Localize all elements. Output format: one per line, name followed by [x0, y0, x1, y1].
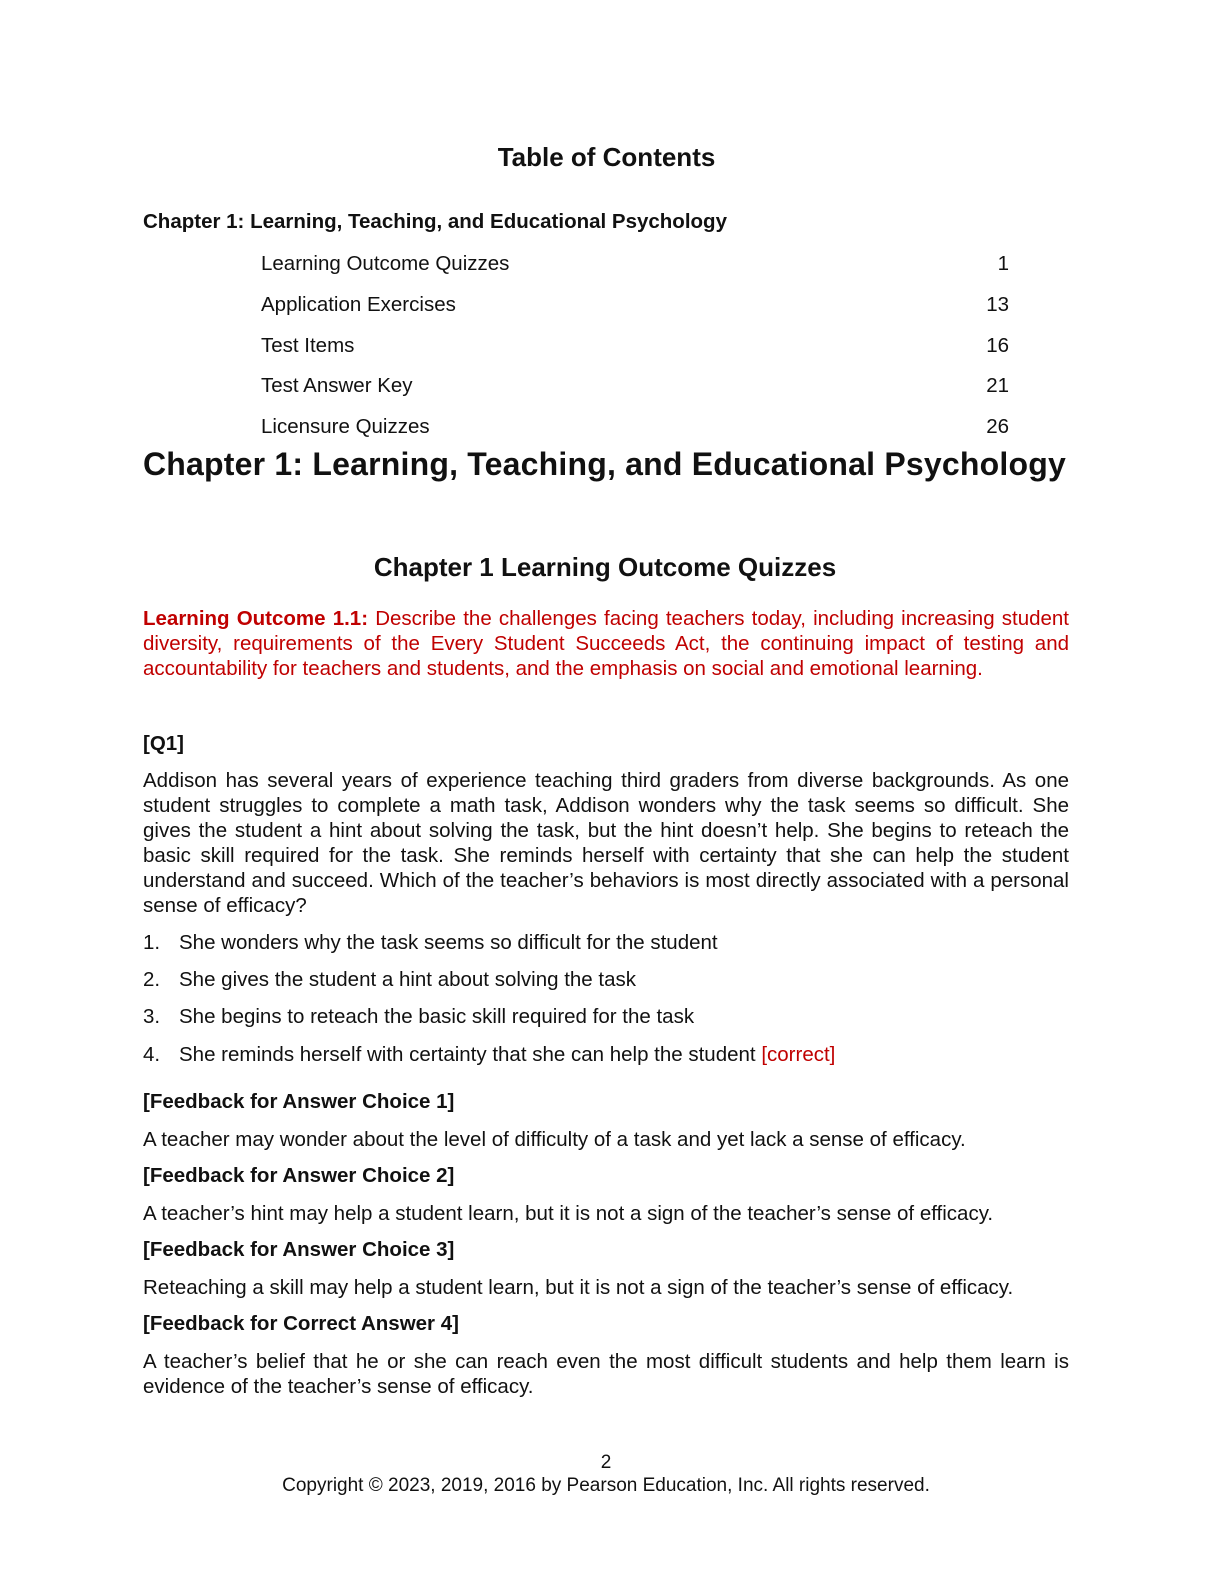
toc-entry-label: Test Items: [261, 333, 355, 357]
correct-tag: [correct]: [761, 1042, 836, 1066]
answer-choice[interactable]: [143, 1004, 1069, 1041]
choice-number: 3.: [143, 1005, 161, 1029]
toc-entry[interactable]: [261, 250, 1009, 291]
toc-title: Table of Contents: [497, 142, 716, 172]
choice-text-main: She reminds herself with certainty that she can help the student: [179, 1042, 756, 1066]
toc-entry-page: 13: [986, 292, 1009, 316]
feedback-text-2: A teacher’s hint may help a student learn, but it is not a sign of the teacher’s sense of efficacy.: [143, 1202, 994, 1225]
toc-entry[interactable]: [261, 291, 1009, 332]
toc-entry-page: 16: [986, 333, 1009, 357]
question-stem: Addison has several years of experience teaching third graders from diverse backgrounds. As one student struggles to complete a math task, Addison wonders why the task seems so difficult. She gives the student a hint about solving the task, but the hint doesn’t help. She begins to reteach the basic skill required for the task. She reminds herself with certainty that she can help the student understand and succeed. Which of the teacher’s behaviors is most directly associated with a personal sense of efficacy?: [143, 769, 1069, 917]
choice-number: 1.: [143, 931, 161, 954]
choice-text: She begins to reteach the basic skill required for the task: [179, 1005, 695, 1029]
learning-outcome-label: Learning Outcome 1.1:: [143, 607, 369, 630]
feedback-text-1: A teacher may wonder about the level of difficulty of a task and yet lack a sense of efficacy.: [143, 1128, 966, 1151]
choice-text: [179, 1042, 835, 1079]
toc-entry-page: 1: [997, 252, 1009, 275]
feedback-heading-4: [Feedback for Correct Answer 4]: [143, 1312, 459, 1335]
toc-entry[interactable]: [261, 372, 1009, 413]
feedback-heading-1: [Feedback for Answer Choice 1]: [143, 1090, 455, 1113]
toc-chapter-title: Chapter 1: Learning, Teaching, and Educational Psychology: [143, 210, 727, 233]
choice-number: 4.: [143, 1042, 161, 1066]
answer-choice[interactable]: [143, 967, 1069, 1004]
feedback-heading-2: [Feedback for Answer Choice 2]: [143, 1164, 455, 1187]
toc-entry-label: Learning Outcome Quizzes: [261, 252, 510, 275]
answer-choices: [143, 930, 1069, 1079]
copyright-notice: Copyright © 2023, 2019, 2016 by Pearson Education, Inc. All rights reserved.: [282, 1475, 930, 1496]
toc-entry-label: Test Answer Key: [261, 374, 413, 398]
learning-outcome: [143, 606, 1069, 681]
toc-entry[interactable]: [261, 332, 1009, 373]
choice-text: She gives the student a hint about solving the task: [179, 968, 636, 992]
toc-entry-label: Application Exercises: [261, 292, 456, 316]
feedback-text-4: A teacher’s belief that he or she can reach even the most difficult students and help them learn is evidence of the teacher’s sense of efficacy.: [143, 1350, 1069, 1398]
answer-choice[interactable]: [143, 1042, 1069, 1079]
learning-outcome-text: Describe the challenges facing teachers today, including increasing student diversity, requirements of the Every Student Succeeds Act, the continuing impact of testing and accountability for teachers and students, and the emphasis on social and emotional learning.: [143, 607, 1069, 680]
toc-entry-label: Licensure Quizzes: [261, 415, 430, 439]
toc-entry-page: 21: [986, 374, 1009, 398]
choice-text: She wonders why the task seems so difficult for the student: [179, 931, 718, 954]
toc-entry-page: 26: [986, 415, 1009, 439]
feedback-text-3: Reteaching a skill may help a student learn, but it is not a sign of the teacher’s sense of efficacy.: [143, 1276, 1014, 1299]
question-label: [Q1]: [143, 732, 184, 755]
page-number: 2: [600, 1452, 612, 1473]
toc-list: [261, 250, 1009, 454]
choice-number: 2.: [143, 968, 161, 992]
chapter-heading: Chapter 1: Learning, Teaching, and Educational Psychology: [143, 446, 1066, 482]
feedback-heading-3: [Feedback for Answer Choice 3]: [143, 1238, 455, 1261]
section-heading: Chapter 1 Learning Outcome Quizzes: [373, 552, 837, 582]
answer-choice[interactable]: [143, 930, 1069, 967]
